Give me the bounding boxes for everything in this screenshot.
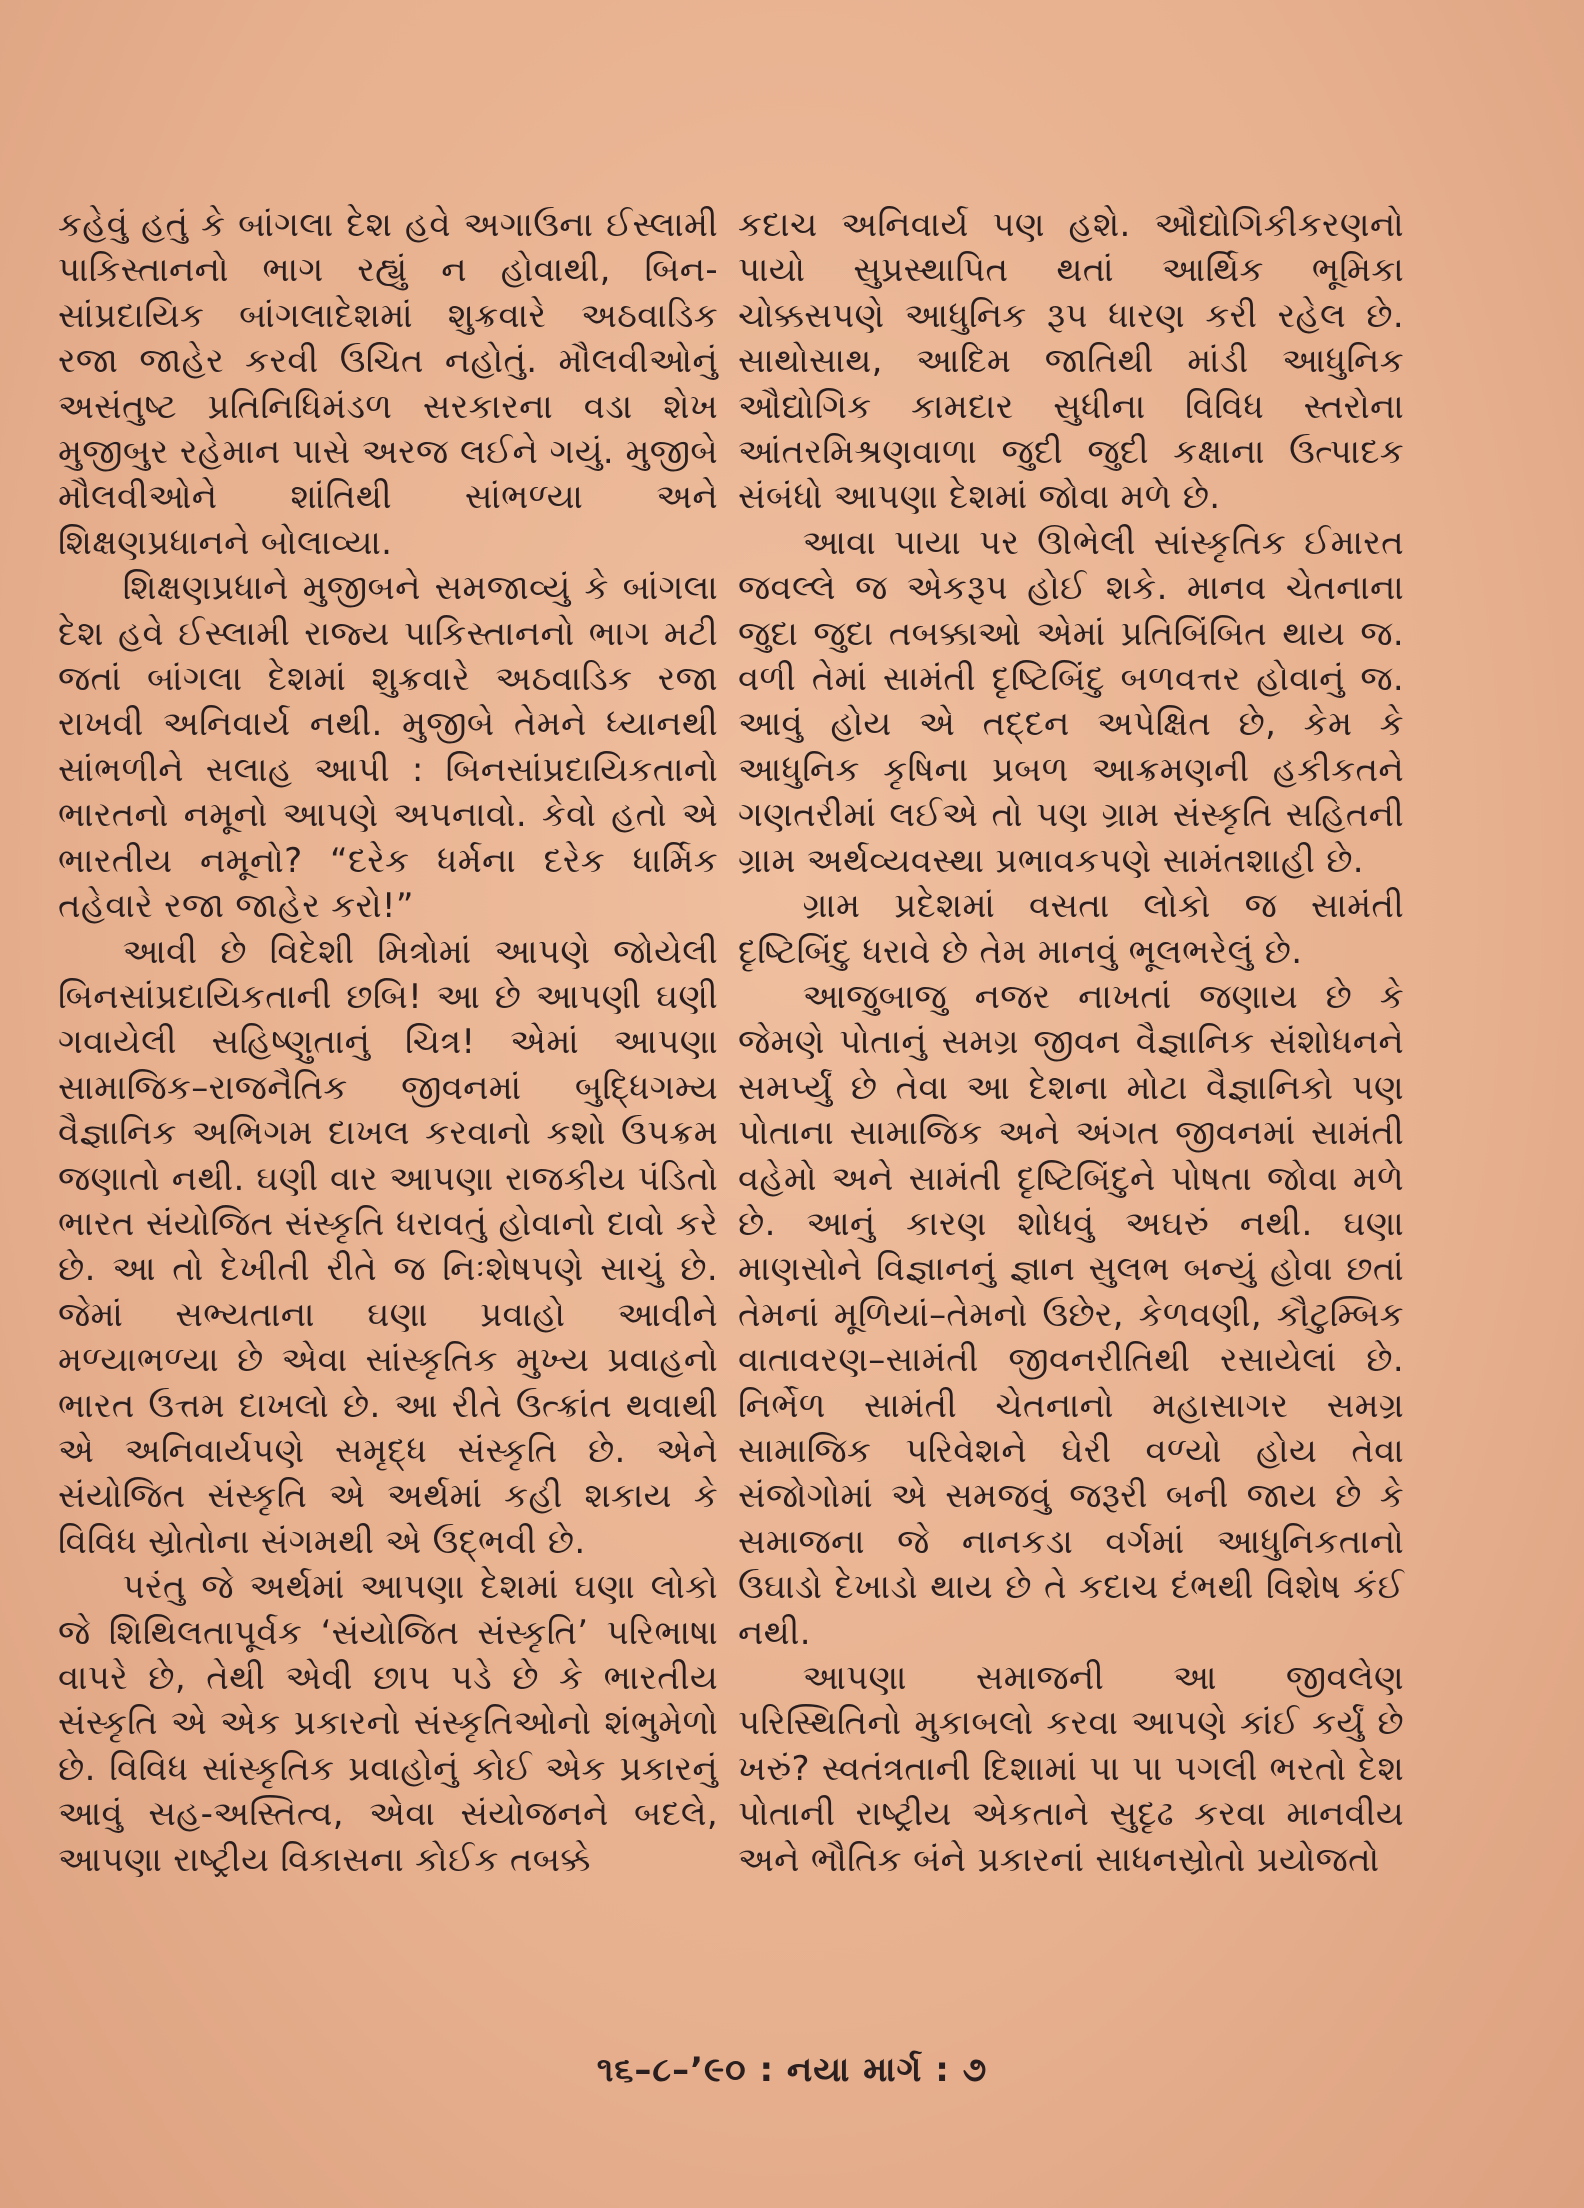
paragraph: આવી છે વિદેશી મિત્રોમાં આપણે જોયેલી બિનસાંપ્રદાયિકતાની છબિ! આ છે આપણી ઘણી ગવાયેલી સહિષ્ણુતાનું ચિત્ર! એમાં આપણા સામાજિક–રાજનૈતિક જીવનમાં બુદ્ધિગમ્ય વૈજ્ઞાનિક અભિગમ દાખલ કરવાનો કશો ઉપક્રમ જણાતો નથી. ઘણી વાર આપણા રાજકીય પંડિતો ભારત સંયોજિત સંસ્કૃતિ ધરાવતું હોવાનો દાવો કરે છે. આ તો દેખીતી રીતે જ નિઃશેષપણે સાચું છે. જેમાં સભ્યતાના ઘણા પ્રવાહો આવીને મળ્યાભળ્યા છે એવા સાંસ્કૃતિક મુખ્ય પ્રવાહનો ભારત ઉત્તમ દાખલો છે. આ રીતે ઉત્ક્રાંત થવાથી એ અનિવાર્યપણે સમૃદ્ધ સંસ્કૃતિ છે. એને સંયોજિત સંસ્કૃતિ એ અર્થમાં કહી શકાય કે વિવિધ સ્રોતોના સંગમથી એ ઉદ્‌ભવી છે. xyxy=(58,931,718,1562)
paragraph: આજુબાજુ નજર નાખતાં જણાય છે કે જેમણે પોતાનું સમગ્ર જીવન વૈજ્ઞાનિક સંશોધનને સમર્પ્યું છે તેવા આ દેશના મોટા વૈજ્ઞાનિકો પણ પોતાના સામાજિક અને અંગત જીવનમાં સામંતી વહેમો અને સામંતી દૃષ્ટિબિંદુને પોષતા જોવા મળે છે. આનું કારણ શોધવું અઘરું નથી. ઘણા માણસોને વિજ્ઞાનનું જ્ઞાન સુલભ બન્યું હોવા છતાં તેમનાં મૂળિયાં–તેમનો ઉછેર, કેળવણી, કૌટુમ્બિક વાતાવરણ–સામંતી જીવનરીતિથી રસાયેલાં છે. નિર્ભેળ સામંતી ચેતનાનો મહાસાગર સમગ્ર સામાજિક પરિવેશને ઘેરી વળ્યો હોય તેવા સંજોગોમાં એ સમજવું જરૂરી બની જાય છે કે સમાજના જે નાનકડા વર્ગમાં આધુનિકતાનો ઉઘાડો દેખાડો થાય છે તે કદાચ દંભથી વિશેષ કંઈ નથી. xyxy=(738,976,1404,1653)
paragraph: આપણા સમાજની આ જીવલેણ પરિસ્થિતિનો મુકાબલો કરવા આપણે કાંઈ કર્યું છે ખરું? સ્વતંત્રતાની દિશામાં પા પા પગલી ભરતો દેશ પોતાની રાષ્ટ્રીય એકતાને સુદૃઢ કરવા માનવીય અને ભૌતિક બંને પ્રકારનાં સાધનસ્રોતો પ્રયોજતો xyxy=(738,1658,1404,1880)
paragraph: કહેવું હતું કે બાંગલા દેશ હવે અગાઉના ઈસ્લામી પાકિસ્તાનનો ભાગ રહ્યું ન હોવાથી, બિન-સાંપ્રદાયિક બાંગલાદેશમાં શુક્રવારે અઠવાડિક રજા જાહેર કરવી ઉચિત નહોતું. મૌલવીઓનું અસંતુષ્ટ પ્રતિનિધિમંડળ સરકારના વડા શેખ મુજીબુર રહેમાન પાસે અરજ લઈને ગયું. મુજીબે મૌલવીઓને શાંતિથી સાંભળ્યા અને શિક્ષણપ્રધાનને બોલાવ્યા. xyxy=(58,205,718,563)
left-text-column xyxy=(58,203,718,1883)
paragraph: પરંતુ જે અર્થમાં આપણા દેશમાં ઘણા લોકો જે શિથિલતાપૂર્વક ‘સંયોજિત સંસ્કૃતિ’ પરિભાષા વાપરે છે, તેથી એવી છાપ પડે છે કે ભારતીય સંસ્કૃતિ એ એક પ્રકારનો સંસ્કૃતિઓનો શંભુમેળો છે. વિવિધ સાંસ્કૃતિક પ્રવાહોનું કોઈ એક પ્રકારનું આવું સહ-અસ્તિત્વ, એવા સંયોજનને બદલે, આપણા રાષ્ટ્રીય વિકાસના કોઈક તબક્કે xyxy=(58,1567,718,1880)
paragraph: ગ્રામ પ્રદેશમાં વસતા લોકો જ સામંતી દૃષ્ટિબિંદુ ધરાવે છે તેમ માનવું ભૂલભરેલું છે. xyxy=(738,886,1404,972)
paragraph: કદાચ અનિવાર્ય પણ હશે. ઔદ્યોગિકીકરણનો પાયો સુપ્રસ્થાપિત થતાં આર્થિક ભૂમિકા ચોક્કસપણે આધુનિક રૂપ ધારણ કરી રહેલ છે. સાથોસાથ, આદિમ જાતિથી માંડી આધુનિક ઔદ્યોગિક કામદાર સુધીના વિવિધ સ્તરોના આંતરમિશ્રણવાળા જુદી જુદી કક્ષાના ઉત્પાદક સંબંધો આપણા દેશમાં જોવા મળે છે. xyxy=(738,205,1404,518)
paragraph: શિક્ષણપ્રધાને મુજીબને સમજાવ્યું કે બાંગલા દેશ હવે ઈસ્લામી રાજ્ય પાકિસ્તાનનો ભાગ મટી જતાં બાંગલા દેશમાં શુક્રવારે અઠવાડિક રજા રાખવી અનિવાર્ય નથી. મુજીબે તેમને ધ્યાનથી સાંભળીને સલાહ આપી : બિનસાંપ્રદાયિકતાનો ભારતનો નમૂનો આપણે અપનાવો. કેવો હતો એ ભારતીય નમૂનો? “દરેક ધર્મના દરેક ધાર્મિક તહેવારે રજા જાહેર કરો!” xyxy=(58,568,718,927)
page-footer: ૧૬–૮–’૯૦ : નયા માર્ગ : ૭ xyxy=(596,2050,988,2090)
paragraph: આવા પાયા પર ઊભેલી સાંસ્કૃતિક ઈમારત જવલ્લે જ એકરૂપ હોઈ શકે. માનવ ચેતનાના જુદા જુદા તબક્કાઓ એમાં પ્રતિબિંબિત થાય જ. વળી તેમાં સામંતી દૃષ્ટિબિંદુ બળવત્તર હોવાનું જ. આવું હોય એ તદ્દન અપેક્ષિત છે, કેમ કે આધુનિક કૃષિના પ્રબળ આક્રમણની હકીકતને ગણતરીમાં લઈએ તો પણ ગ્રામ સંસ્કૃતિ સહિતની ગ્રામ અર્થવ્યવસ્થા પ્રભાવકપણે સામંતશાહી છે. xyxy=(738,522,1404,881)
right-text-column xyxy=(738,203,1404,1883)
